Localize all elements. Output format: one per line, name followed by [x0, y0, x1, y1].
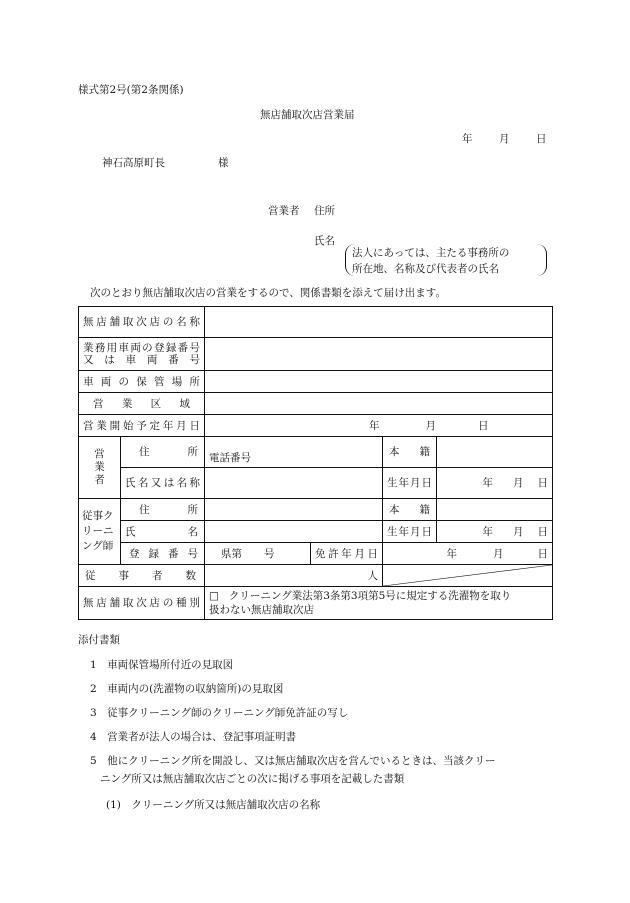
license-date-value[interactable]	[383, 543, 553, 565]
license-year: 年	[446, 547, 457, 560]
vehicle-reg-label-line1: 業務用車両の登録番号	[83, 342, 200, 354]
date-year-label: 年	[462, 133, 473, 145]
operator-address-label: 住所	[139, 446, 198, 458]
cleaner-birth-day: 日	[537, 525, 548, 538]
staff-count-value[interactable]	[205, 565, 383, 587]
operator-name-label: 氏名又は名称	[125, 477, 200, 489]
operator-domicile-label: 本籍	[389, 446, 430, 458]
list-item: 3 従事クリーニング師のクリーニング師免許証の写し	[90, 707, 349, 719]
statement: 次のとおり無店舗取次店の営業をするので、関係書類を添えて届け出ます。	[90, 287, 446, 299]
list-item: 5 他にクリーニング所を開設し、又は無店舗取次店を営んでいるときは、当該クリー	[90, 755, 496, 767]
registration-table	[78, 306, 553, 620]
name-label: 氏名	[314, 235, 335, 247]
cleaner-birth-month: 月	[513, 525, 524, 538]
table-row	[79, 468, 553, 499]
address-label: 住所	[314, 205, 335, 217]
staff-count-blank	[383, 565, 553, 587]
table-row	[79, 565, 553, 587]
shop-type-checkbox[interactable]: □	[209, 590, 219, 602]
form-title: 無店舗取次店営業届	[260, 109, 355, 121]
attachments-heading: 添付書類	[78, 634, 120, 646]
shop-name-label: 無店舗取次店の名称	[83, 316, 200, 328]
cleaner-address-value[interactable]	[205, 499, 383, 521]
corporate-note-line1: 法人にあっては、主たる事務所の	[352, 247, 510, 259]
operator-birth-value[interactable]	[437, 468, 553, 499]
license-day: 日	[537, 547, 548, 560]
cleaner-address-label: 住所	[139, 503, 198, 516]
start-date-value[interactable]	[205, 415, 553, 437]
addressee: 神石高原町長	[102, 157, 165, 169]
corporate-note-line2: 所在地、名称及び代表者の氏名	[352, 263, 499, 275]
diagonal-line	[383, 565, 552, 586]
table-row	[79, 393, 553, 415]
table-row	[79, 587, 553, 620]
shop-type-label: 無店舗取次店の種別	[83, 597, 200, 609]
form-number: 様式第2号(第2条関係)	[78, 84, 184, 96]
birth-year: 年	[482, 477, 493, 489]
license-date-label: 免許年月日	[315, 547, 378, 560]
list-item: 1 車両保管場所付近の見取図	[90, 659, 234, 671]
prefecture-no: 県第	[221, 547, 242, 560]
table-row	[79, 338, 553, 371]
cleaner-domicile-value[interactable]	[437, 499, 553, 521]
table-row	[79, 307, 553, 338]
honorific: 様	[218, 157, 229, 169]
number-suffix: 号	[264, 547, 275, 560]
table-row	[79, 543, 553, 565]
table-row	[79, 521, 553, 543]
table-row	[79, 415, 553, 437]
reg-number-label: 登録番号	[129, 547, 198, 560]
staff-count-label: 従事者数	[85, 569, 196, 582]
start-month: 月	[425, 419, 436, 432]
cleaner-birth-year: 年	[482, 525, 493, 538]
start-year: 年	[369, 419, 380, 432]
cleaner-birth-value[interactable]	[437, 521, 553, 543]
shop-name-value[interactable]	[205, 307, 553, 338]
persons-unit: 人	[367, 569, 378, 582]
cleaner-birth-label: 生年月日	[387, 525, 432, 538]
operator-name-value[interactable]	[205, 468, 383, 499]
business-area-label: 営業区域	[93, 397, 190, 410]
vehicle-reg-label-line2: 又は車両番号	[83, 354, 200, 366]
start-date-label: 営業開始予定年月日	[83, 419, 200, 432]
table-row	[79, 499, 553, 521]
vehicle-reg-value[interactable]	[205, 338, 553, 371]
applicant-label: 営業者	[268, 205, 300, 217]
table-row	[79, 371, 553, 393]
cleaner-domicile-label: 本籍	[389, 503, 430, 516]
start-day: 日	[478, 419, 489, 432]
operator-address-value[interactable]	[205, 437, 383, 468]
cleaner-name-label: 氏名	[125, 525, 198, 538]
reg-number-value[interactable]	[205, 543, 311, 565]
date-day-label: 日	[536, 133, 547, 145]
table-row	[79, 437, 553, 468]
operator-group-label: 営業者	[94, 448, 105, 486]
date-month-label: 月	[499, 133, 510, 145]
operator-domicile-value[interactable]	[437, 437, 553, 468]
list-item: 2 車両内の(洗濯物の収納箇所)の見取図	[90, 683, 284, 695]
license-month: 月	[493, 547, 504, 560]
shop-type-desc-line2: 扱わない無店舗取次店	[209, 604, 314, 616]
business-area-value[interactable]	[205, 393, 553, 415]
vehicle-storage-value[interactable]	[205, 371, 553, 393]
list-item: ニング所又は無店舗取次店ごとの次に掲げる事項を記載した書類	[100, 773, 405, 785]
shop-type-desc-line1: クリーニング業法第3条第3項第5号に規定する洗濯物を取り	[228, 590, 512, 602]
vehicle-storage-label: 車両の保管場所	[83, 375, 200, 388]
list-item: (1) クリーニング所又は無店舗取次店の名称	[106, 799, 321, 811]
cleaner-group-label: 従事クリーニング師	[82, 510, 114, 552]
birth-month: 月	[513, 477, 524, 489]
phone-label: 電話番号	[209, 452, 251, 464]
birth-day: 日	[537, 477, 548, 489]
cleaner-name-value[interactable]	[205, 521, 383, 543]
list-item: 4 営業者が法人の場合は、登記事項証明書	[90, 731, 297, 743]
operator-birth-label: 生年月日	[387, 477, 432, 489]
shop-type-value[interactable]	[205, 587, 553, 620]
